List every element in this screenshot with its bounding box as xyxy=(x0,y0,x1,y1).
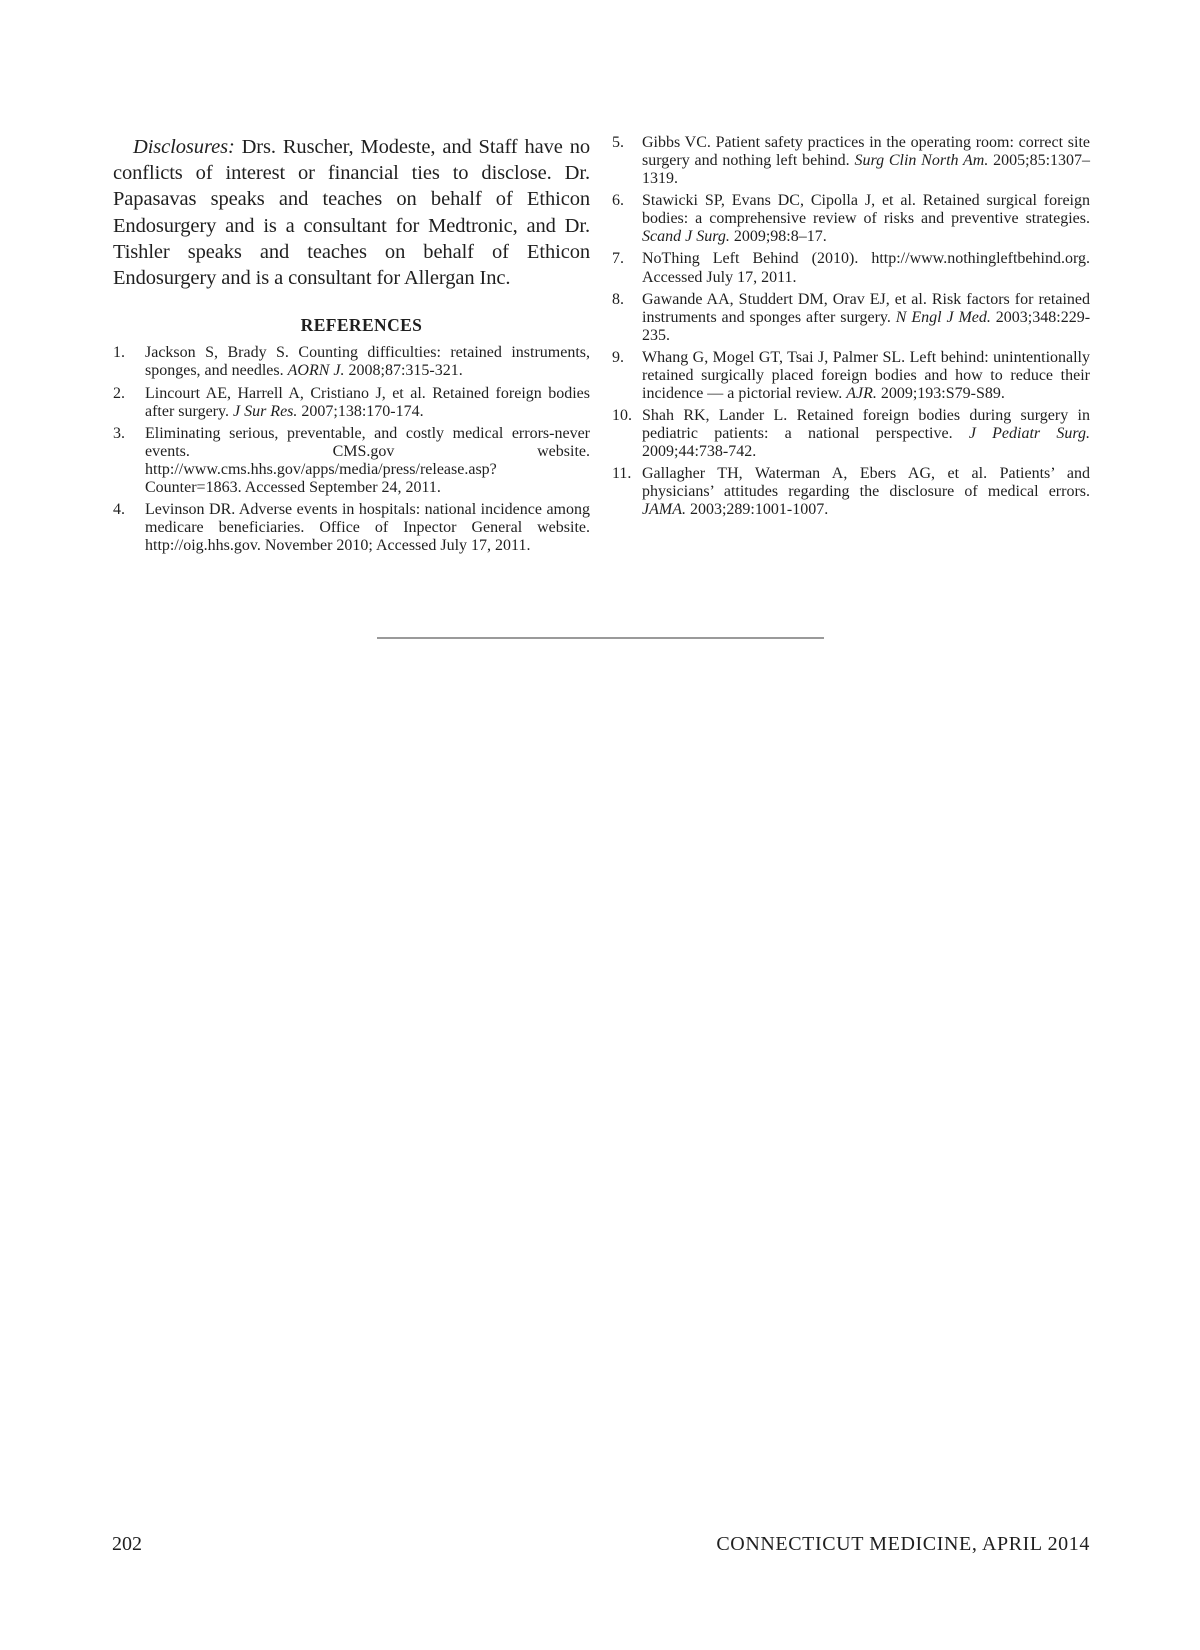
reference-text: Eliminating serious, preventable, and costly medical errors-never events. CMS.gov website. http://www.cms.hhs.gov/apps/media/press/release.asp?Counter=1863. Accessed September 24, 2011. xyxy=(145,424,590,496)
disclosure-lead: Disclosures: xyxy=(133,136,235,158)
reference-item xyxy=(612,407,1090,461)
reference-number: 3. xyxy=(113,424,125,442)
reference-journal: J Sur Res. xyxy=(232,402,298,420)
reference-number: 8. xyxy=(612,290,624,308)
reference-number: 6. xyxy=(612,192,624,210)
reference-item xyxy=(612,465,1090,519)
reference-item xyxy=(113,501,590,555)
reference-text: Shah RK, Lander L. Retained foreign bodies during surgery in pediatric patients: a national perspective. xyxy=(642,407,1090,443)
reference-number: 9. xyxy=(612,348,624,366)
reference-number: 11. xyxy=(612,465,632,483)
reference-journal: AJR. xyxy=(846,385,877,403)
page-number: 202 xyxy=(112,1533,142,1555)
reference-number: 5. xyxy=(612,134,624,151)
disclosure-text: Drs. Ruscher, Modeste, and Staff have no conflicts of interest or financial ties to disclose. Dr. Papasavas speaks and teaches on behalf of Ethicon Endosurgery and is a consultant for Medtronic, and Dr. Tishler speaks and teaches on behalf of Ethicon Endosurgery and is a consultant for Allergan Inc. xyxy=(113,136,590,290)
reference-item xyxy=(612,291,1090,345)
reference-text: Gawande AA, Studdert DM, Orav EJ, et al. Risk factors for retained instruments and sponges after surgery. xyxy=(642,290,1090,326)
references-heading: REFERENCES xyxy=(300,315,423,336)
section-divider xyxy=(377,637,824,639)
reference-journal: Surg Clin North Am. xyxy=(854,152,989,170)
reference-text: Jackson S, Brady S. Counting difficulties: retained instruments, sponges, and needles. xyxy=(145,344,590,380)
reference-text: Stawicki SP, Evans DC, Cipolla J, et al. Retained surgical foreign bodies: a comprehensive review of risks and preventive strategies. xyxy=(642,192,1090,228)
disclosure-paragraph xyxy=(113,134,590,291)
reference-journal: N Engl J Med. xyxy=(895,308,991,326)
reference-text: Whang G, Mogel GT, Tsai J, Palmer SL. Left behind: unintentionally retained surgically placed foreign bodies and how to reduce their incidence — a pictorial review. xyxy=(642,348,1090,403)
reference-item xyxy=(113,385,590,421)
reference-journal: Scand J Surg. xyxy=(642,228,730,246)
reference-number: 4. xyxy=(113,501,125,519)
reference-text: Lincourt AE, Harrell A, Cristiano J, et al. Retained foreign bodies after surgery. xyxy=(145,384,590,420)
reference-citation: 2005;85:1307–1319. xyxy=(642,152,1091,188)
reference-text: NoThing Left Behind (2010). http://www.nothingleftbehind.org. Accessed July 17, 2011. xyxy=(642,250,1090,286)
reference-text: Levinson DR. Adverse events in hospitals: national incidence among medicare beneficiaries. Office of Inpector General website. http://oig.hhs.gov. November 2010; Accessed July 17, 2011. xyxy=(145,501,590,555)
references-list-left xyxy=(113,344,590,555)
reference-item xyxy=(113,344,590,380)
reference-citation: 2003;289:1001-1007. xyxy=(685,501,829,519)
reference-journal: AORN J. xyxy=(287,362,345,380)
reference-journal: J Pediatr Surg. xyxy=(968,425,1090,443)
reference-item xyxy=(612,192,1090,246)
reference-item xyxy=(612,250,1090,286)
journal-footer: CONNECTICUT MEDICINE, APRIL 2014 xyxy=(716,1533,1090,1555)
reference-text: Gibbs VC. Patient safety practices in the operating room: correct site surgery and nothing left behind. xyxy=(642,134,1090,170)
references-list-right xyxy=(612,134,1090,520)
reference-journal: JAMA. xyxy=(642,501,686,519)
reference-citation: 2009;44:738-742. xyxy=(642,443,757,461)
left-column xyxy=(113,134,590,559)
reference-citation: 2008;87:315-321. xyxy=(344,362,463,380)
reference-citation: 2003;348:229-235. xyxy=(642,308,1091,344)
reference-number: 7. xyxy=(612,250,624,268)
reference-number: 2. xyxy=(113,384,125,402)
reference-text: Gallagher TH, Waterman A, Ebers AG, et al. Patients’ and physicians’ attitudes regarding the disclosure of medical errors. xyxy=(642,465,1090,501)
reference-citation: 2009;193:S79-S89. xyxy=(876,385,1005,403)
reference-number: 10. xyxy=(612,407,632,425)
reference-citation: 2009;98:8–17. xyxy=(729,228,827,246)
reference-citation: 2007;138:170-174. xyxy=(297,402,424,420)
reference-item xyxy=(612,134,1090,188)
right-column xyxy=(612,134,1090,524)
reference-number: 1. xyxy=(113,344,125,362)
reference-item xyxy=(113,425,590,497)
reference-item xyxy=(612,349,1090,403)
